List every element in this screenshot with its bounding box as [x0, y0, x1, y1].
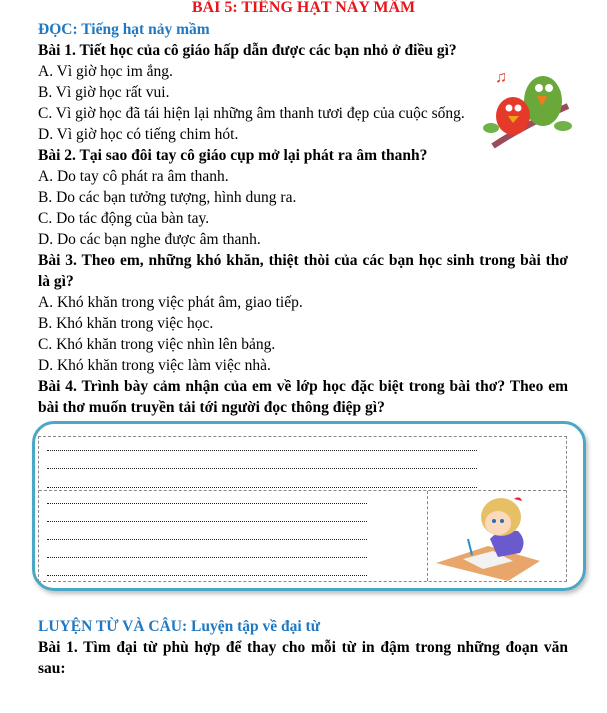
reading-heading: ĐỌC: Tiếng hạt nảy mầm: [38, 21, 210, 38]
question-3-line-2: là gì?: [38, 273, 74, 290]
birds-illustration: [483, 66, 573, 150]
q2-option-a: A. Do tay cô phát ra âm thanh.: [38, 168, 229, 185]
question-4-line-1: Bài 4. Trình bày cảm nhận của em về lớp học đặc biệt trong bài thơ? Theo em: [38, 378, 568, 395]
q1-option-b: B. Vì giờ học rất vui.: [38, 84, 170, 101]
answer-line[interactable]: [47, 450, 477, 451]
answer-line[interactable]: [47, 539, 367, 540]
answer-line[interactable]: [47, 503, 367, 504]
question-1: Bài 1. Tiết học của cô giáo hấp dẫn được các bạn nhỏ ở điều gì?: [38, 42, 457, 59]
q1-option-c: C. Vì giờ học đã tái hiện lại những âm thanh tươi đẹp của cuộc sống.: [38, 105, 465, 122]
answer-line[interactable]: [47, 575, 367, 576]
question-3-line-1: Bài 3. Theo em, những khó khăn, thiệt thòi của các bạn học sinh trong bài thơ: [38, 252, 568, 269]
q3-option-b: B. Khó khăn trong việc học.: [38, 315, 214, 332]
question-4-line-2: bài thơ muốn truyền tải tới người đọc thông điệp gì?: [38, 399, 385, 416]
lesson-title: BÀI 5: TIẾNG HẠT NẢY MẦM: [191, 0, 416, 16]
q3-option-a: A. Khó khăn trong việc phát âm, giao tiếp.: [38, 294, 303, 311]
svg-text:♫: ♫: [495, 69, 507, 86]
answer-line[interactable]: [47, 468, 477, 469]
q2-option-c: C. Do tác động của bàn tay.: [38, 210, 210, 227]
q2-option-b: B. Do các bạn tưởng tượng, hình dung ra.: [38, 189, 297, 206]
q1-option-d: D. Vì giờ học có tiếng chim hót.: [38, 126, 239, 143]
girl-writing-illustration: [428, 491, 566, 581]
answer-line[interactable]: [47, 487, 477, 488]
question-2: Bài 2. Tại sao đôi tay cô giáo cụp mở lại phát ra âm thanh?: [38, 147, 428, 164]
q1-option-a: A. Vì giờ học im ắng.: [38, 63, 173, 80]
vocab-heading: LUYỆN TỪ VÀ CÂU: Luyện tập về đại từ: [38, 618, 321, 635]
vocab-question-1-line-1: Bài 1. Tìm đại từ phù hợp để thay cho mỗi từ in đậm trong những đoạn văn: [38, 639, 568, 656]
q3-option-c: C. Khó khăn trong việc nhìn lên bảng.: [38, 336, 276, 353]
answer-area[interactable]: [38, 436, 567, 582]
q3-option-d: D. Khó khăn trong việc làm việc nhà.: [38, 357, 271, 374]
q2-option-d: D. Do các bạn nghe được âm thanh.: [38, 231, 261, 248]
answer-line[interactable]: [47, 557, 367, 558]
vocab-question-1-line-2: sau:: [38, 660, 66, 677]
answer-line[interactable]: [47, 521, 367, 522]
